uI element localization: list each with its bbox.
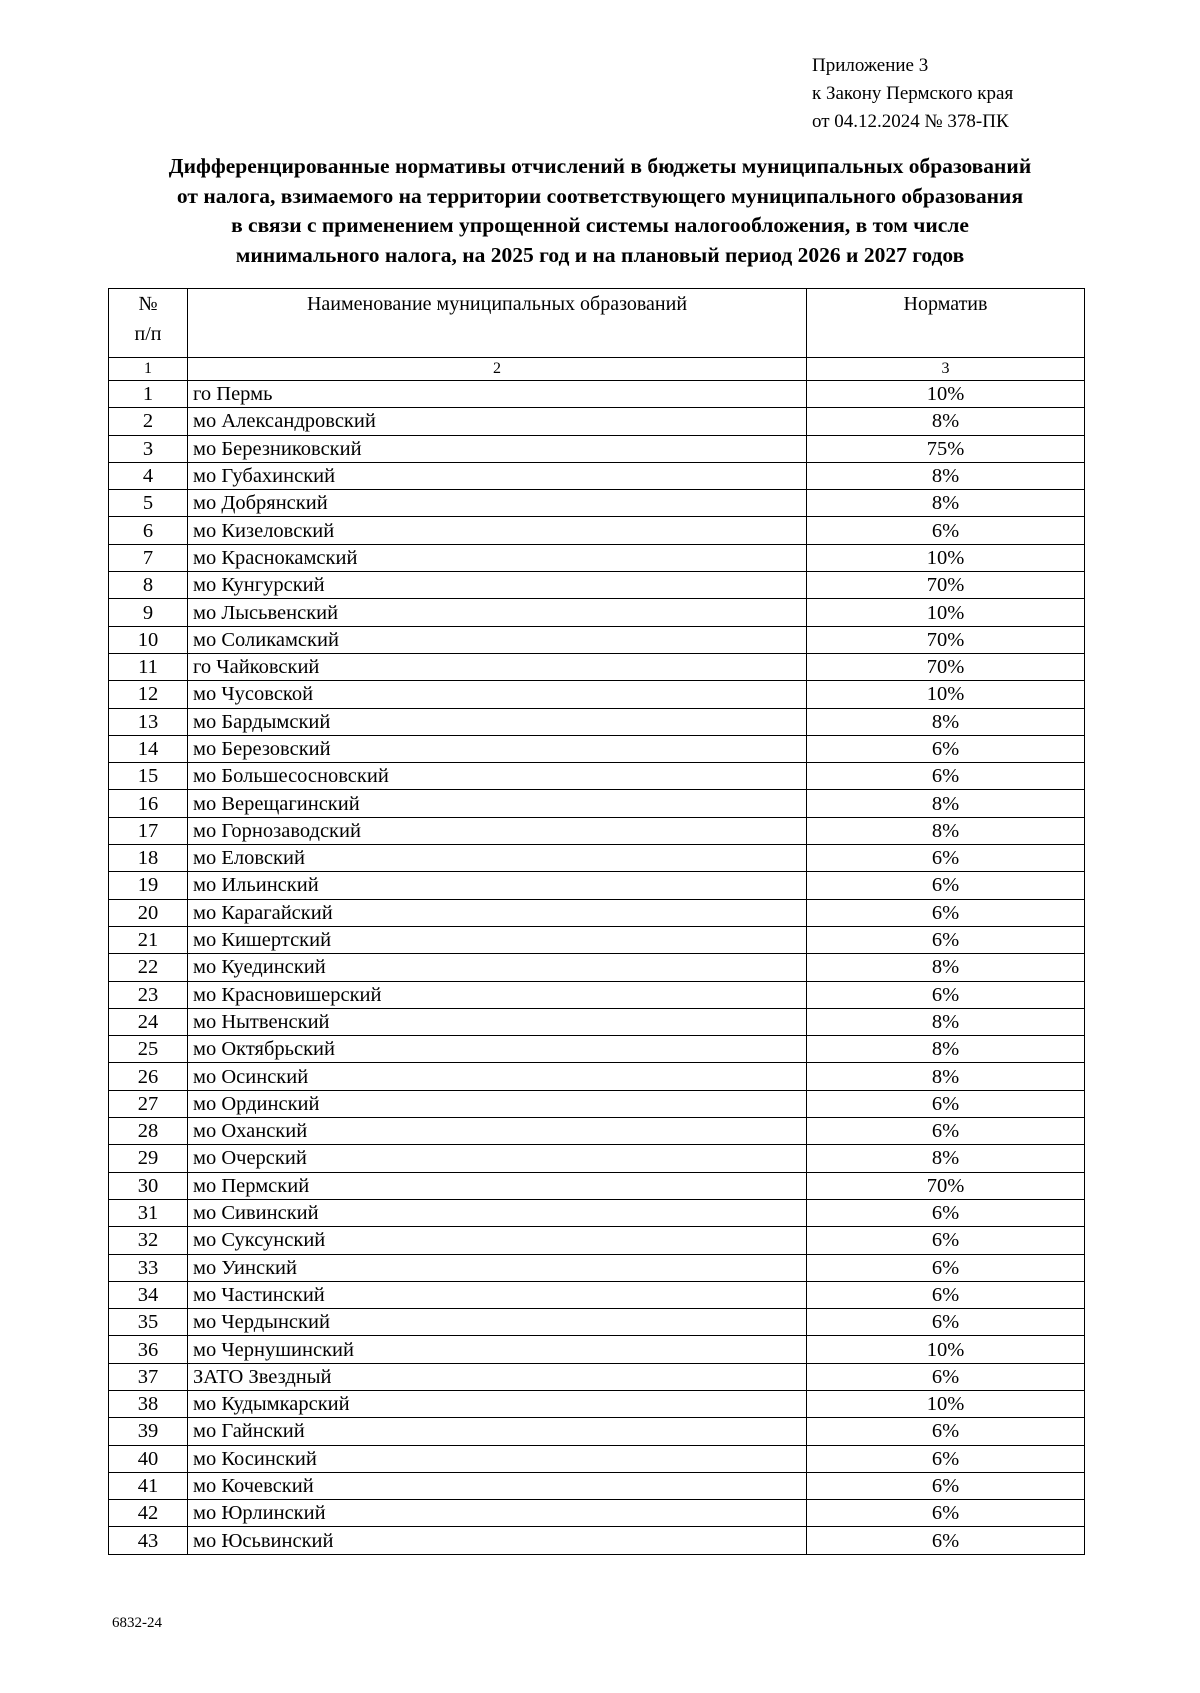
row-number: 42 [109,1500,188,1527]
table-row [109,817,1085,844]
table-row [109,408,1085,435]
row-municipality-name: мо Верещагинский [188,790,807,817]
row-norm-value: 70% [807,1172,1085,1199]
row-municipality-name: мо Кунгурский [188,572,807,599]
row-norm-value: 8% [807,790,1085,817]
row-number: 28 [109,1118,188,1145]
row-norm-value: 8% [807,1063,1085,1090]
row-norm-value: 10% [807,381,1085,408]
annex-line-3: от 04.12.2024 № 378-ПК [812,111,1009,132]
norms-table [108,288,1085,1555]
row-norm-value: 6% [807,1227,1085,1254]
row-number: 29 [109,1145,188,1172]
row-number: 35 [109,1309,188,1336]
row-norm-value: 6% [807,1199,1085,1226]
row-number: 23 [109,981,188,1008]
title-line-2: от налога, взимаемого на территории соответствующего муниципального образования [176,183,1024,208]
table-row [109,1390,1085,1417]
table-row [109,1309,1085,1336]
table-row [109,572,1085,599]
row-norm-value: 8% [807,1145,1085,1172]
row-norm-value: 8% [807,817,1085,844]
row-number: 16 [109,790,188,817]
table-row [109,1363,1085,1390]
row-municipality-name: мо Юрлинский [188,1500,807,1527]
document-title [80,152,1120,270]
row-municipality-name: мо Кизеловский [188,517,807,544]
row-number: 34 [109,1281,188,1308]
row-norm-value: 6% [807,1445,1085,1472]
table-row [109,517,1085,544]
annex-reference [812,52,1112,136]
row-norm-value: 6% [807,981,1085,1008]
table-row [109,490,1085,517]
row-municipality-name: мо Куединский [188,954,807,981]
table-row [109,1227,1085,1254]
row-number: 7 [109,544,188,571]
row-municipality-name: го Чайковский [188,653,807,680]
row-norm-value: 10% [807,681,1085,708]
row-municipality-name: мо Березовский [188,735,807,762]
row-norm-value: 6% [807,1527,1085,1554]
table-row [109,926,1085,953]
table-row [109,462,1085,489]
row-norm-value: 6% [807,1254,1085,1281]
table-row [109,1254,1085,1281]
row-number: 31 [109,1199,188,1226]
header-name: Наименование муниципальных образований [188,289,807,358]
row-norm-value: 10% [807,1336,1085,1363]
table-body [109,381,1085,1555]
document-code: 6832-24 [112,1615,162,1631]
row-norm-value: 10% [807,544,1085,571]
table-row [109,981,1085,1008]
table-row [109,1090,1085,1117]
table-row [109,1199,1085,1226]
column-number-row [109,358,1085,381]
table-row [109,1036,1085,1063]
row-municipality-name: мо Кишертский [188,926,807,953]
table-row [109,735,1085,762]
row-municipality-name: мо Губахинский [188,462,807,489]
table-row [109,790,1085,817]
annex-line-1: Приложение 3 [812,55,929,76]
row-number: 14 [109,735,188,762]
row-norm-value: 6% [807,899,1085,926]
header-number-line-2: п/п [134,323,162,345]
row-norm-value: 6% [807,735,1085,762]
row-number: 2 [109,408,188,435]
row-number: 41 [109,1472,188,1499]
row-municipality-name: мо Красновишерский [188,981,807,1008]
row-norm-value: 8% [807,1036,1085,1063]
row-norm-value: 8% [807,954,1085,981]
column-number-1: 1 [109,358,188,381]
row-norm-value: 8% [807,1008,1085,1035]
row-municipality-name: мо Октябрьский [188,1036,807,1063]
row-municipality-name: мо Карагайский [188,899,807,926]
row-municipality-name: мо Частинский [188,1281,807,1308]
row-number: 21 [109,926,188,953]
row-municipality-name: мо Уинский [188,1254,807,1281]
row-number: 1 [109,381,188,408]
row-number: 33 [109,1254,188,1281]
row-municipality-name: мо Косинский [188,1445,807,1472]
row-norm-value: 6% [807,1500,1085,1527]
table-row [109,681,1085,708]
row-municipality-name: мо Пермский [188,1172,807,1199]
row-municipality-name: мо Березниковский [188,435,807,462]
row-number: 27 [109,1090,188,1117]
row-municipality-name: мо Нытвенский [188,1008,807,1035]
row-norm-value: 6% [807,1418,1085,1445]
row-municipality-name: мо Чернушинский [188,1336,807,1363]
row-norm-value: 6% [807,1281,1085,1308]
row-municipality-name: мо Гайнский [188,1418,807,1445]
table-row [109,1527,1085,1554]
row-number: 37 [109,1363,188,1390]
row-number: 6 [109,517,188,544]
row-municipality-name: мо Горнозаводский [188,817,807,844]
row-norm-value: 6% [807,1309,1085,1336]
row-number: 39 [109,1418,188,1445]
title-line-4: минимального налога, на 2025 год и на плановый период 2026 и 2027 годов [235,242,965,267]
row-number: 30 [109,1172,188,1199]
table-row [109,872,1085,899]
header-number-line-1: № [138,293,158,315]
row-norm-value: 6% [807,1090,1085,1117]
table-row [109,599,1085,626]
table-row [109,899,1085,926]
header-number [109,289,188,358]
row-norm-value: 70% [807,572,1085,599]
row-norm-value: 75% [807,435,1085,462]
row-number: 15 [109,763,188,790]
table-header-row [109,289,1085,358]
row-number: 22 [109,954,188,981]
row-municipality-name: мо Ильинский [188,872,807,899]
table-row [109,763,1085,790]
row-municipality-name: мо Соликамский [188,626,807,653]
table-row [109,435,1085,462]
row-norm-value: 70% [807,653,1085,680]
row-number: 10 [109,626,188,653]
table-row [109,653,1085,680]
row-municipality-name: мо Добрянский [188,490,807,517]
title-line-1: Дифференцированные нормативы отчислений в бюджеты муниципальных образований [168,154,1032,178]
table-row [109,708,1085,735]
row-norm-value: 6% [807,845,1085,872]
header-norm: Норматив [807,289,1085,358]
table-row [109,954,1085,981]
row-number: 13 [109,708,188,735]
row-number: 36 [109,1336,188,1363]
table-row [109,1472,1085,1499]
row-municipality-name: мо Чердынский [188,1309,807,1336]
table-row [109,1336,1085,1363]
row-municipality-name: ЗАТО Звездный [188,1363,807,1390]
row-number: 5 [109,490,188,517]
row-municipality-name: мо Лысьвенский [188,599,807,626]
row-municipality-name: мо Юсьвинский [188,1527,807,1554]
row-norm-value: 10% [807,599,1085,626]
column-number-2: 2 [188,358,807,381]
row-number: 38 [109,1390,188,1417]
row-norm-value: 8% [807,462,1085,489]
column-number-3: 3 [807,358,1085,381]
table-row [109,1172,1085,1199]
annex-line-2: к Закону Пермского края [812,83,1014,104]
table-row [109,1145,1085,1172]
row-number: 9 [109,599,188,626]
row-municipality-name: мо Еловский [188,845,807,872]
row-norm-value: 6% [807,763,1085,790]
row-municipality-name: мо Александровский [188,408,807,435]
table-row [109,1445,1085,1472]
table-row [109,1281,1085,1308]
row-number: 18 [109,845,188,872]
row-number: 40 [109,1445,188,1472]
row-number: 26 [109,1063,188,1090]
row-number: 3 [109,435,188,462]
row-norm-value: 6% [807,926,1085,953]
row-norm-value: 8% [807,708,1085,735]
row-number: 11 [109,653,188,680]
row-number: 43 [109,1527,188,1554]
table-row [109,626,1085,653]
row-number: 4 [109,462,188,489]
row-norm-value: 8% [807,408,1085,435]
row-municipality-name: мо Кудымкарский [188,1390,807,1417]
table-row [109,1418,1085,1445]
row-norm-value: 6% [807,1118,1085,1145]
row-norm-value: 8% [807,490,1085,517]
table-row [109,1500,1085,1527]
row-number: 25 [109,1036,188,1063]
row-municipality-name: мо Осинский [188,1063,807,1090]
row-norm-value: 6% [807,517,1085,544]
row-norm-value: 10% [807,1390,1085,1417]
table-row [109,544,1085,571]
row-number: 19 [109,872,188,899]
row-number: 8 [109,572,188,599]
row-municipality-name: мо Очерский [188,1145,807,1172]
row-municipality-name: мо Оханский [188,1118,807,1145]
row-municipality-name: мо Кочевский [188,1472,807,1499]
row-number: 20 [109,899,188,926]
row-municipality-name: мо Большесосновский [188,763,807,790]
row-municipality-name: мо Сивинский [188,1199,807,1226]
row-number: 17 [109,817,188,844]
row-norm-value: 6% [807,872,1085,899]
title-line-3: в связи с применением упрощенной системы налогообложения, в том числе [231,213,969,237]
row-norm-value: 70% [807,626,1085,653]
table-row [109,1008,1085,1035]
table-row [109,845,1085,872]
row-municipality-name: мо Ординский [188,1090,807,1117]
row-municipality-name: мо Суксунский [188,1227,807,1254]
table-row [109,1118,1085,1145]
row-number: 32 [109,1227,188,1254]
row-number: 24 [109,1008,188,1035]
row-number: 12 [109,681,188,708]
row-municipality-name: мо Краснокамский [188,544,807,571]
row-norm-value: 6% [807,1363,1085,1390]
row-municipality-name: го Пермь [188,381,807,408]
table-row [109,381,1085,408]
row-municipality-name: мо Чусовской [188,681,807,708]
row-municipality-name: мо Бардымский [188,708,807,735]
table-row [109,1063,1085,1090]
row-norm-value: 6% [807,1472,1085,1499]
